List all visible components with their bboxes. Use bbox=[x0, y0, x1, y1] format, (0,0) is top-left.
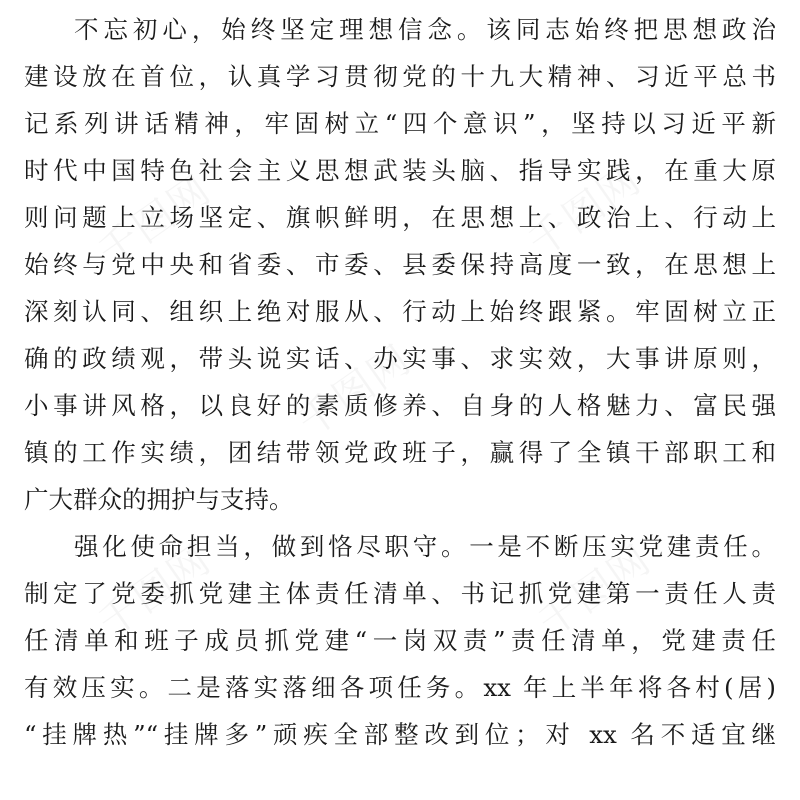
paragraph-line: 任清单和班子成员抓党建“一岗双责”责任清单，党建责任 bbox=[24, 626, 776, 655]
paragraph-line: 有效压实。二是落实落细各项任务。xx 年上半年将各村(居) bbox=[24, 673, 776, 702]
paragraph-line: 广大群众的拥护与支持。 bbox=[24, 485, 294, 514]
watermark-1: 千图网 bbox=[90, 166, 220, 277]
watermark-2: 千图网 bbox=[520, 156, 650, 267]
document-body bbox=[24, 6, 776, 758]
paragraph-line: 时代中国特色社会主义思想武装头脑、指导实践，在重大原 bbox=[24, 156, 776, 185]
paragraph-line: 则问题上立场坚定、旗帜鲜明，在思想上、政治上、行动上 bbox=[24, 203, 776, 232]
watermark-5: 千图网 bbox=[530, 536, 660, 647]
paragraph-line: 镇的工作实绩，团结带领党政班子，赢得了全镇干部职工和 bbox=[24, 438, 776, 467]
paragraph-line: 小事讲风格，以良好的素质修养、自身的人格魅力、富民强 bbox=[24, 391, 776, 420]
paragraph-line: 制定了党委抓党建主体责任清单、书记抓党建第一责任人责 bbox=[24, 579, 776, 608]
paragraph-line: 建设放在首位，认真学习贯彻党的十九大精神、习近平总书 bbox=[24, 62, 776, 91]
paragraph-line: 始终与党中央和省委、市委、县委保持高度一致，在思想上 bbox=[24, 250, 776, 279]
watermark-4: 千图网 bbox=[90, 536, 220, 647]
paragraph-line: 确的政绩观，带头说实话、办实事、求实效，大事讲原则， bbox=[24, 344, 776, 373]
paragraph-line: 不忘初心，始终坚定理想信念。该同志始终把思想政治 bbox=[74, 15, 776, 44]
paragraph-2 bbox=[24, 523, 776, 758]
paragraph-line: 记系列讲话精神，牢固树立“四个意识”，坚持以习近平新 bbox=[24, 109, 776, 138]
paragraph-line: 深刻认同、组织上绝对服从、行动上始终跟紧。牢固树立正 bbox=[24, 297, 776, 326]
paragraph-line: “挂牌热”“挂牌多”顽疾全部整改到位；对 xx 名不适宜继 bbox=[24, 720, 776, 749]
paragraph-line: 强化使命担当，做到恪尽职守。一是不断压实党建责任。 bbox=[74, 532, 776, 561]
watermark-3: 千图网 bbox=[290, 336, 420, 447]
paragraph-1 bbox=[24, 6, 776, 523]
